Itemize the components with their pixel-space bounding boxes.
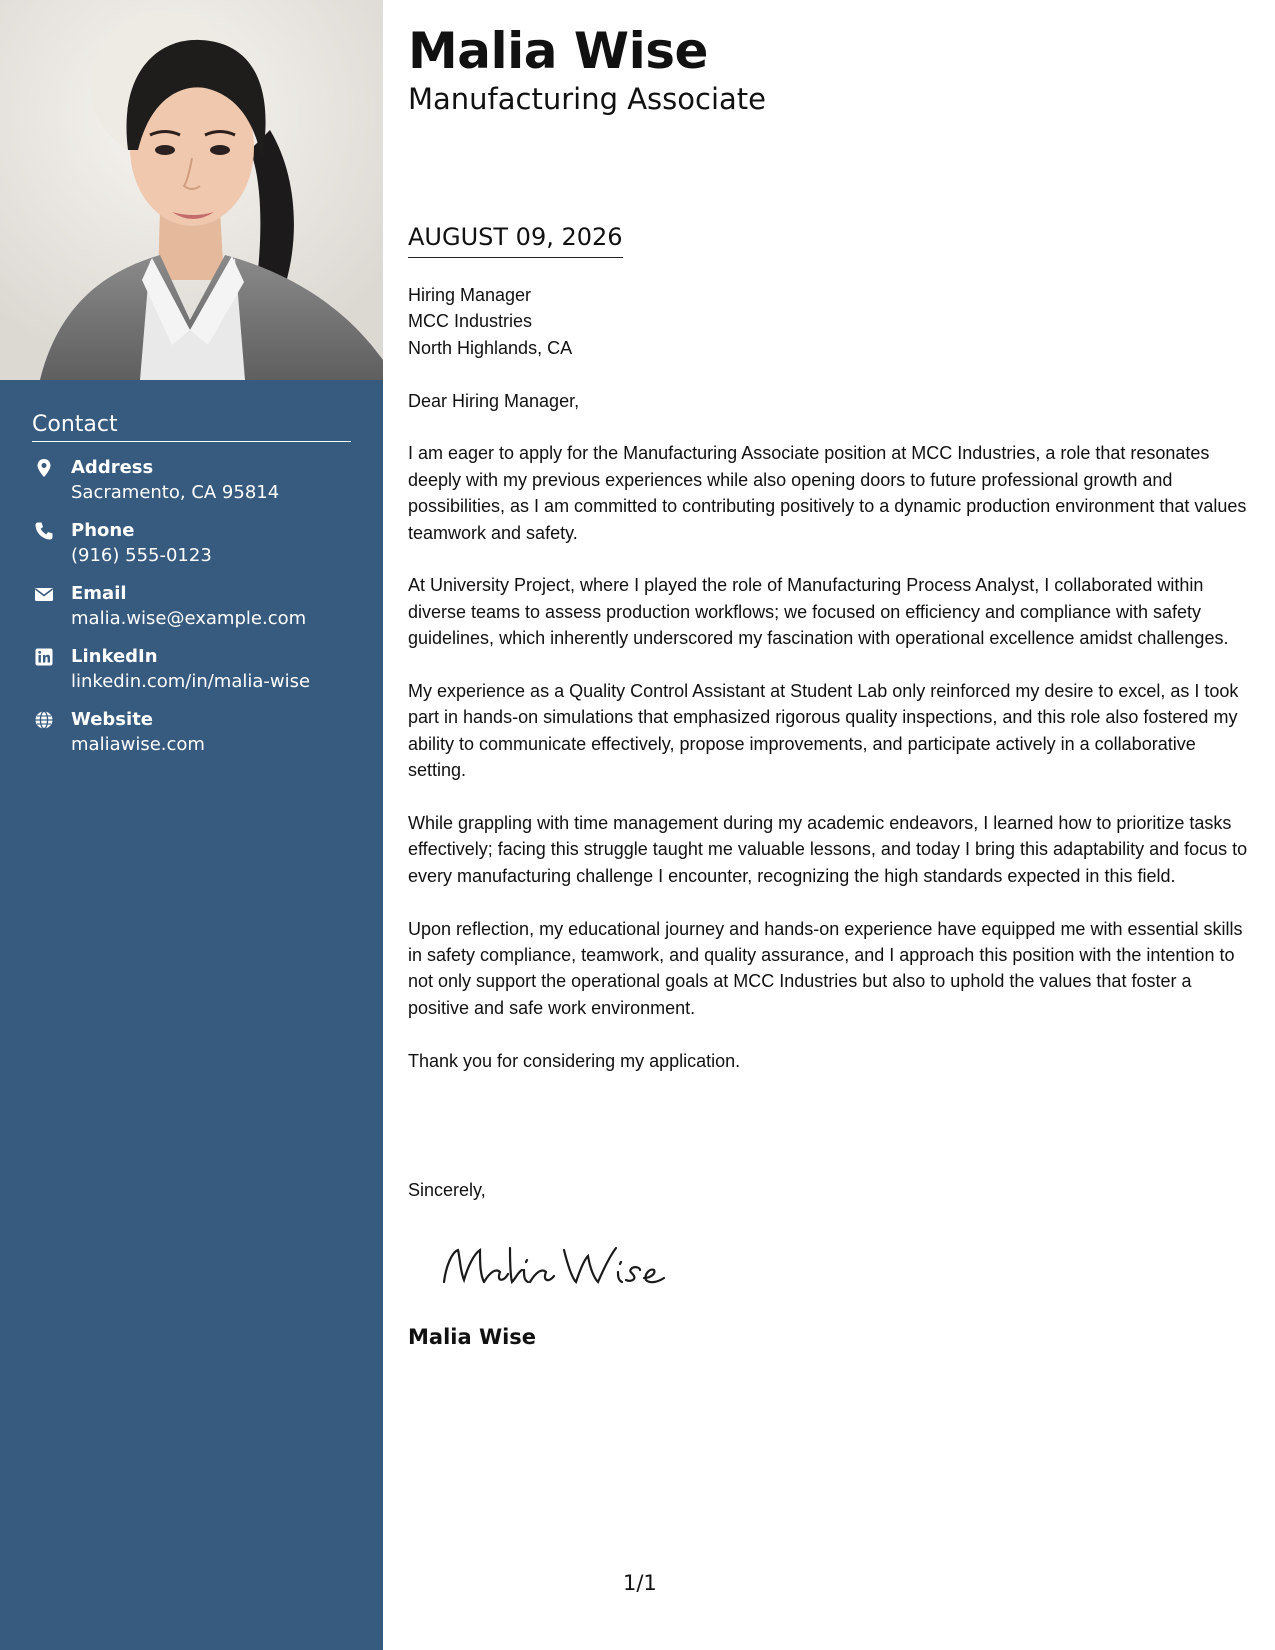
linkedin-icon: [34, 647, 54, 667]
paragraph: I am eager to apply for the Manufacturing Associate position at MCC Industries, a role that resonates deeply with my previous experiences while also opening doors to future professional growth and possibilities, as I am committed to contributing positively to a dynamic production environment that values teamwork and safety.: [408, 443, 1247, 543]
contact-item-website: [32, 708, 351, 771]
recipient-line: North Highlands, CA: [408, 337, 573, 358]
profile-photo: [0, 0, 383, 380]
contact-item-address: [32, 456, 351, 519]
closing: Sincerely,: [408, 1180, 486, 1200]
paragraph: At University Project, where I played the role of Manufacturing Process Analyst, I collaborated within diverse teams to assess production workflows; we focused on efficiency and compliance with safety guidelines, which inherently underscored my fascination with operational excellence amidst challenges.: [408, 575, 1229, 649]
paragraph: While grappling with time management during my academic endeavors, I learned how to prioritize tasks effectively; facing this struggle taught me valuable lessons, and today I bring this adaptability and focus to every manufacturing challenge I encounter, recognizing the high standards expected in this field.: [408, 813, 1248, 886]
phone-icon: [34, 521, 54, 541]
address-value: Sacramento, CA 95814: [71, 482, 280, 503]
contact-label: Address: [71, 457, 154, 478]
applicant-name: Malia Wise: [408, 22, 708, 80]
envelope-icon: [34, 584, 54, 604]
contact-item-linkedin: [32, 645, 351, 708]
letter-body: [408, 282, 1253, 1100]
contact-label: LinkedIn: [71, 646, 158, 667]
page-number: 1/1: [623, 1571, 657, 1595]
contact-item-phone: [32, 519, 351, 582]
paragraph: Upon reflection, my educational journey and hands-on experience have equipped me with essential skills in safety compliance, teamwork, and quality assurance, and I approach this position with the intention to not only support the operational goals at MCC Industries but also to uphold the values that foster a positive and safe work environment.: [408, 918, 1243, 1018]
map-pin-icon: [34, 458, 54, 478]
paragraph: My experience as a Quality Control Assistant at Student Lab only reinforced my desire to excel, as I took part in hands-on simulations that emphasized rigorous quality inspections, and this role also fostered my ability to communicate effectively, propose improvements, and participate actively in a collaborative setting.: [408, 681, 1239, 781]
thank-you-paragraph: Thank you for considering my application.: [408, 1050, 741, 1071]
globe-icon: [34, 710, 54, 730]
contact-label: Email: [71, 583, 127, 604]
recipient-line: Hiring Manager: [408, 285, 532, 305]
recipient-line: MCC Industries: [408, 311, 533, 332]
contact-item-email: [32, 582, 351, 645]
job-title: Manufacturing Associate: [408, 82, 766, 116]
contact-heading: Contact: [32, 412, 351, 442]
contact-section: [32, 412, 351, 771]
salutation: Dear Hiring Manager,: [408, 390, 580, 411]
handwritten-signature: [438, 1236, 678, 1296]
email-value[interactable]: malia.wise@example.com: [71, 608, 307, 629]
sidebar: [0, 0, 383, 1650]
recipient-block: [408, 282, 1253, 361]
contact-label: Website: [71, 709, 154, 730]
letter-date: AUGUST 09, 2026: [408, 223, 623, 258]
contact-label: Phone: [71, 520, 135, 541]
website-value[interactable]: maliawise.com: [71, 734, 205, 755]
signer-name: Malia Wise: [408, 1325, 537, 1349]
linkedin-value[interactable]: linkedin.com/in/malia-wise: [71, 671, 311, 692]
phone-value[interactable]: (916) 555-0123: [71, 545, 212, 566]
